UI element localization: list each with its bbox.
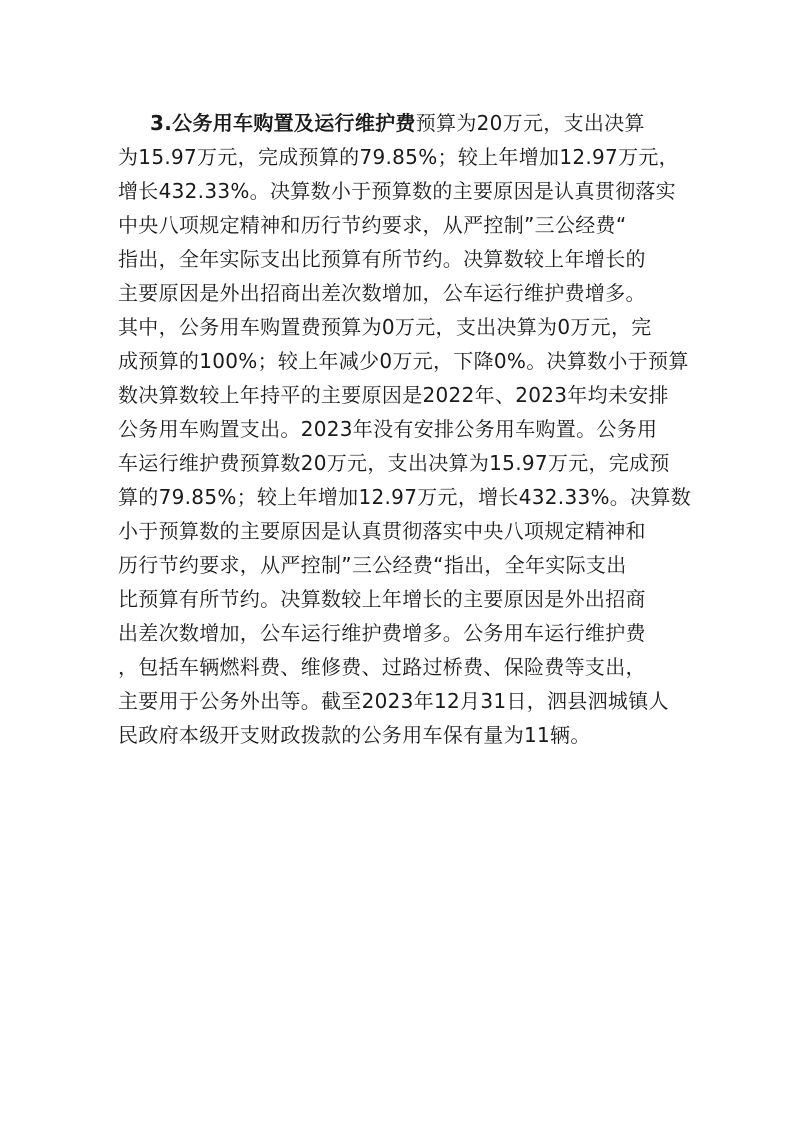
paragraph-line: 数决算数较上年持平的主要原因是2022年、2023年均未安排 bbox=[118, 383, 669, 407]
section-heading: 3.公务用车购置及运行维护费 bbox=[150, 111, 416, 135]
paragraph-line: 车运行维护费预算数20万元，支出决算为15.97万元，完成预 bbox=[118, 451, 670, 475]
paragraph-line: 主要用于公务外出等。截至2023年12月31日，泗县泗城镇人 bbox=[118, 689, 669, 713]
paragraph-line: 其中，公务用车购置费预算为0万元，支出决算为0万元，完 bbox=[118, 315, 652, 339]
paragraph-line: 出差次数增加，公车运行维护费增多。公务用车运行维护费 bbox=[118, 621, 646, 645]
section-body bbox=[118, 106, 708, 752]
paragraph-line: 历行节约要求，从严控制”三公经费“指出，全年实际支出 bbox=[118, 553, 627, 577]
paragraph-line: 小于预算数的主要原因是认真贯彻落实中央八项规定精神和 bbox=[118, 519, 646, 543]
paragraph-line: 主要原因是外出招商出差次数增加，公车运行维护费增多。 bbox=[118, 281, 646, 305]
paragraph-first-line bbox=[118, 106, 708, 140]
paragraph-line: 增长432.33%。决算数小于预算数的主要原因是认真贯彻落实 bbox=[118, 179, 676, 203]
paragraph-line: 成预算的100%；较上年减少0万元，下降0%。决算数小于预算 bbox=[118, 349, 689, 373]
paragraph-line: 民政府本级开支财政拨款的公务用车保有量为11辆。 bbox=[118, 723, 591, 747]
paragraph-line: ，包括车辆燃料费、维修费、过路过桥费、保险费等支出， bbox=[118, 655, 646, 679]
paragraph-line: 指出，全年实际支出比预算有所节约。决算数较上年增长的 bbox=[118, 247, 646, 271]
paragraph-line: 中央八项规定精神和历行节约要求，从严控制”三公经费“ bbox=[118, 213, 627, 237]
paragraph-line: 算的79.85%；较上年增加12.97万元，增长432.33%。决算数 bbox=[118, 485, 691, 509]
paragraph-line: 公务用车购置支出。2023年没有安排公务用车购置。公务用 bbox=[118, 417, 658, 441]
paragraph-line: 为15.97万元，完成预算的79.85%；较上年增加12.97万元， bbox=[118, 145, 679, 169]
paragraph-line: 比预算有所节约。决算数较上年增长的主要原因是外出招商 bbox=[118, 587, 646, 611]
first-line-text: 预算为20万元，支出决算 bbox=[415, 111, 645, 135]
